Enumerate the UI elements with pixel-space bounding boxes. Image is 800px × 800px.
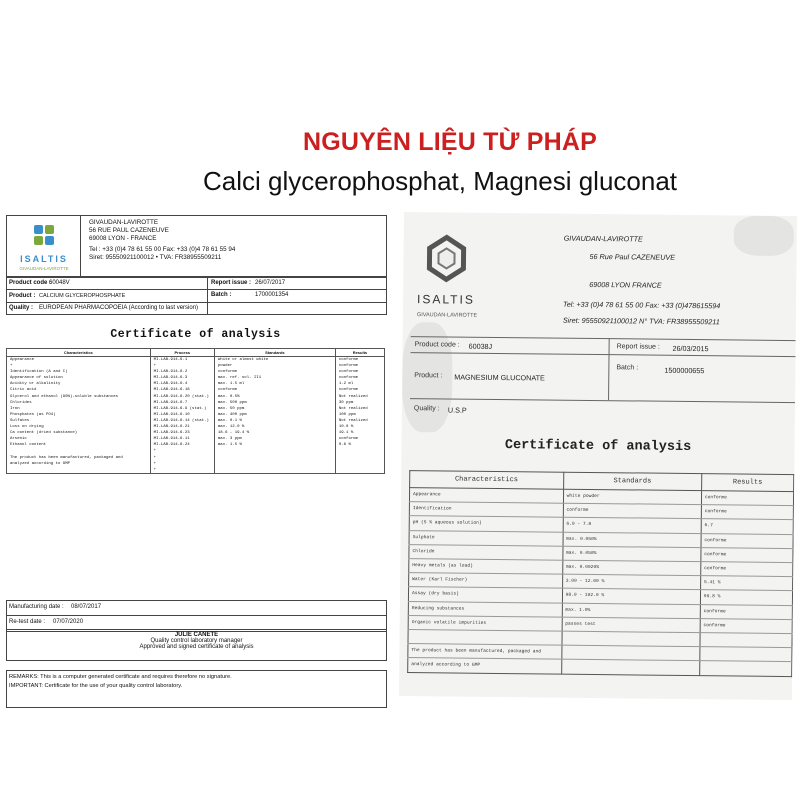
report-issue-label: Report issue : (211, 280, 252, 286)
table-cell: Not realized (335, 394, 384, 400)
table-cell: 30 ppm (335, 400, 384, 406)
remarks-box (6, 670, 387, 708)
column-header: Standards (563, 472, 701, 490)
table-cell: white or almost white (214, 357, 335, 364)
table-cell: MI-LAB-914-6.11 (150, 436, 214, 442)
table-cell: max. 12.0 % (214, 424, 335, 430)
table-cell: conforme (335, 387, 384, 393)
table-cell: + (150, 448, 214, 454)
table-cell: 0.8 % (335, 442, 384, 448)
table-cell (700, 647, 792, 662)
table-cell: + (7, 363, 151, 369)
table-cell: MI-LAB-914-6.9 (stat.) (150, 406, 214, 412)
table-cell: The product has been manufactured, packaged and (408, 644, 562, 660)
table-cell: conforme (701, 491, 793, 506)
table-cell: max. 0.0020% (562, 560, 700, 576)
table-cell: + (150, 455, 214, 461)
table-cell (561, 645, 699, 661)
table-cell: MI-LAB-914-6.4 (150, 381, 214, 387)
table-cell: max. ref. sol. II1 (214, 375, 335, 381)
table-cell: conforme (335, 357, 384, 364)
table-cell: max. 1.5 ml (214, 381, 335, 387)
table-cell: Identification (A and C) (7, 369, 151, 375)
logo-subtext: GIVAUDAN-LAVIROTTE (416, 312, 478, 319)
table-cell: conforme (701, 547, 793, 562)
table-cell: MI-LAB-914-6.24 (150, 442, 214, 448)
table-cell: powder (214, 363, 335, 369)
table-cell: max. 0.5% (214, 394, 335, 400)
table-cell: MI-LAB-914-6.7 (150, 400, 214, 406)
table-cell: conforme (335, 436, 384, 442)
table-cell: MI-LAB-914-6.1 (150, 357, 214, 364)
report-issue-label: Report issue : (616, 343, 660, 351)
batch-label: Batch : (616, 364, 639, 372)
quality-label: Quality : (413, 405, 440, 413)
table-cell: analyzed according to GMP (7, 461, 151, 467)
table-cell: conforme (335, 369, 384, 375)
product-label: Product : (414, 372, 443, 380)
manufacturing-date: 08/07/2017 (71, 604, 102, 610)
logo-wordmark: ISALTIS (417, 292, 475, 307)
table-cell: Heavy metals (as lead) (409, 559, 563, 575)
table-cell: 3.00 - 12.00 % (562, 574, 700, 590)
page-subtitle: Calci glycerophosphat, Magnesi gluconat (202, 166, 678, 196)
important-text: IMPORTANT: Certificate for the use of your quality control laboratory. (9, 683, 183, 689)
table-cell: Ethanol content (7, 442, 151, 448)
product-info (6, 277, 387, 315)
table-cell: passes test (562, 617, 700, 633)
batch-value: 1500000655 (664, 365, 705, 376)
table-cell (335, 467, 384, 474)
table-cell: conforme (335, 363, 384, 369)
analysis-table (407, 470, 794, 677)
table-cell: Appearance of solution (7, 375, 151, 381)
table-cell: 19.1 % (335, 430, 384, 436)
retest-label: Re-test date : (9, 619, 46, 625)
analysis-table (6, 348, 385, 474)
remarks-text: REMARKS: This is a computer generated certificate and requires therefore no signature. (9, 674, 232, 680)
table-cell: max. 3 ppm (214, 436, 335, 442)
table-cell: max. 0.050% (562, 546, 700, 562)
table-cell: Organic volatile impurities (408, 615, 562, 631)
table-cell: conforme (214, 387, 335, 393)
signer-name: JULIE CANETE (174, 632, 219, 638)
product-code-value: 60048V (49, 280, 70, 286)
table-cell: Sulphate (409, 530, 563, 546)
column-header: Characteristics (7, 349, 151, 357)
batch-value: 1700001354 (255, 292, 289, 298)
product-code-value: 60038J (468, 341, 493, 351)
table-cell: Citric acid (7, 387, 151, 393)
address-siret: Siret: 95550921100012 • TVA: FR38955509211 (89, 254, 222, 261)
table-cell: MI-LAB-914-6.14 (stat.) (150, 418, 214, 424)
manufacturing-label: Manufacturing date : (9, 604, 64, 610)
table-cell: 10.0 % (335, 424, 384, 430)
table-cell: max. 0.050% (563, 532, 701, 548)
table-cell: 6.7 (701, 519, 793, 534)
logo-subtext: GIVAUDAN-LAVIROTTE (19, 266, 69, 271)
table-cell: 18.6 - 19.4 % (214, 430, 335, 436)
table-cell: + (150, 467, 214, 474)
report-issue-value: 26/03/2015 (672, 343, 709, 354)
table-cell: max. 0.1 % (214, 418, 335, 424)
table-cell: Assay (dry basis) (408, 587, 562, 603)
logo-box (6, 215, 82, 277)
table-cell (214, 467, 335, 474)
product-value: MAGNESIUM GLUCONATE (454, 372, 545, 383)
table-cell: Iron (7, 406, 151, 412)
table-cell: MI-LAB-914-6.23 (150, 430, 214, 436)
table-cell: Appearance (7, 357, 151, 364)
page-title: NGUYÊN LIỆU TỪ PHÁP (302, 128, 597, 156)
table-cell (7, 467, 151, 474)
table-cell: conforme (701, 533, 793, 548)
table-cell: Loss on drying (7, 424, 151, 430)
table-cell: Not realized (335, 406, 384, 412)
logo-wordmark: ISALTIS (20, 254, 68, 264)
table-cell: 100 ppm (335, 412, 384, 418)
address-line: 69008 LYON FRANCE (589, 279, 662, 290)
signer-note: Approved and signed certificate of analysis (139, 644, 254, 650)
column-header: Characteristics (410, 471, 564, 490)
table-cell: conforme (701, 562, 793, 577)
signer-role: Quality control laboratory manager (150, 638, 243, 644)
table-cell: conforme (700, 604, 792, 619)
column-header: Results (701, 474, 793, 492)
table-cell: Glycerol and ethanol (96%)-soluble substances (7, 394, 151, 400)
table-cell (699, 661, 791, 676)
isaltis-logo-icon (31, 222, 57, 248)
table-row (7, 467, 385, 474)
product-code-label: Product code : (414, 341, 460, 349)
table-cell: max. 1.5 % (214, 442, 335, 448)
table-cell: conforme (701, 505, 793, 520)
table-cell (408, 630, 562, 646)
company-address (80, 215, 387, 277)
table-cell: MI-LAB-914-6.3 (150, 375, 214, 381)
address-phone: Tel: +33 (0)4 78 61 55 00 Fax: +33 (0)478615594 (562, 299, 721, 311)
table-cell: Arsenic (7, 436, 151, 442)
table-cell: Ca content (dried substance) (7, 430, 151, 436)
column-header: Standards (214, 349, 335, 357)
product-code-label: Product code : (9, 280, 52, 286)
table-cell: Identification (409, 502, 563, 518)
address-line: GIVAUDAN-LAVIROTTE (563, 233, 643, 244)
column-header: Results (335, 349, 384, 357)
table-cell: max. 1.0% (562, 603, 700, 619)
table-cell: MI-LAB-914-6.21 (150, 424, 214, 430)
address-phone: Tel : +33 (0)4 78 61 55 00 Fax: +33 (0)4 78 61 55 94 (89, 246, 236, 253)
table-cell: analyzed according to GMP (408, 658, 562, 674)
address-line: 69008 LYON - FRANCE (89, 235, 157, 242)
isaltis-logo-icon (425, 234, 468, 282)
report-issue-value: 26/07/2017 (255, 280, 286, 286)
address-line: 56 RUE PAUL CAZENEUVE (89, 227, 169, 234)
batch-label: Batch : (211, 292, 232, 298)
table-cell: Sulfates (7, 418, 151, 424)
table-cell: Acidity or alkalinity (7, 381, 151, 387)
address-line: 56 Rue Paul CAZENEUVE (589, 251, 676, 262)
table-cell: MI-LAB-914-6.18 (150, 387, 214, 393)
table-cell: MI-LAB-914-6.10 (150, 412, 214, 418)
table-cell: conforme (214, 369, 335, 375)
table-cell: MI-LAB-914-6.20 (stat.) (150, 394, 214, 400)
table-cell: Appearance (409, 488, 563, 504)
quality-value: EUROPEAN PHARMACOPOEIA (According to last version) (39, 305, 199, 311)
table-cell: + (150, 363, 214, 369)
table-cell: white powder (563, 489, 701, 505)
table-cell: Chloride (409, 544, 563, 560)
table-cell: max. 400 ppm (214, 412, 335, 418)
retest-date: 07/07/2020 (53, 619, 84, 625)
table-cell (700, 633, 792, 648)
table-cell: pH (5 % aqueous solution) (409, 516, 563, 532)
table-cell: 6.0 - 7.8 (563, 518, 701, 534)
table-cell: 5.41 % (700, 576, 792, 591)
table-cell: max. 50 ppm (214, 406, 335, 412)
certificate-title: Certificate of analysis (504, 438, 692, 456)
quality-label: Quality : (9, 305, 34, 311)
signature-box (6, 629, 387, 661)
table-cell: 1.2 ml (335, 381, 384, 387)
table-cell: conforme (563, 503, 701, 519)
table-cell: + (150, 461, 214, 467)
table-cell: The product has been manufactured, packaged and (7, 455, 151, 461)
certificate-title: Certificate of analysis (110, 328, 281, 341)
dates-box (6, 600, 387, 632)
table-cell: Water (Karl Fischer) (409, 573, 563, 589)
table-cell (561, 660, 699, 676)
quality-value: U.S.P (447, 405, 467, 415)
table-cell: max. 500 ppm (214, 400, 335, 406)
table-cell: Not realized (335, 418, 384, 424)
table-cell: conforme (700, 618, 792, 633)
address-line: GIVAUDAN-LAVIROTTE (89, 219, 159, 226)
product-label: Product : (9, 293, 36, 299)
table-row (408, 658, 792, 676)
table-cell: 98.0 - 102.0 % (562, 589, 700, 605)
certificate-calcium-glycerophosphate (6, 215, 385, 707)
table-cell (562, 631, 700, 647)
table-cell: Phosphates (as PO4) (7, 412, 151, 418)
table-cell: 99.8 % (700, 590, 792, 605)
column-header: Process (150, 349, 214, 357)
table-row (7, 357, 385, 364)
certificate-magnesium-gluconate (399, 212, 797, 700)
product-value: CALCIUM GLYCEROPHOSPHATE (39, 293, 126, 299)
table-cell: Chlorides (7, 400, 151, 406)
table-cell: conforme (335, 375, 384, 381)
table-cell: Reducing substances (408, 601, 562, 617)
address-siret: Siret: 95550921100012 N° TVA: FR38955509211 (562, 315, 720, 327)
table-cell: MI-LAB-914-6.2 (150, 369, 214, 375)
